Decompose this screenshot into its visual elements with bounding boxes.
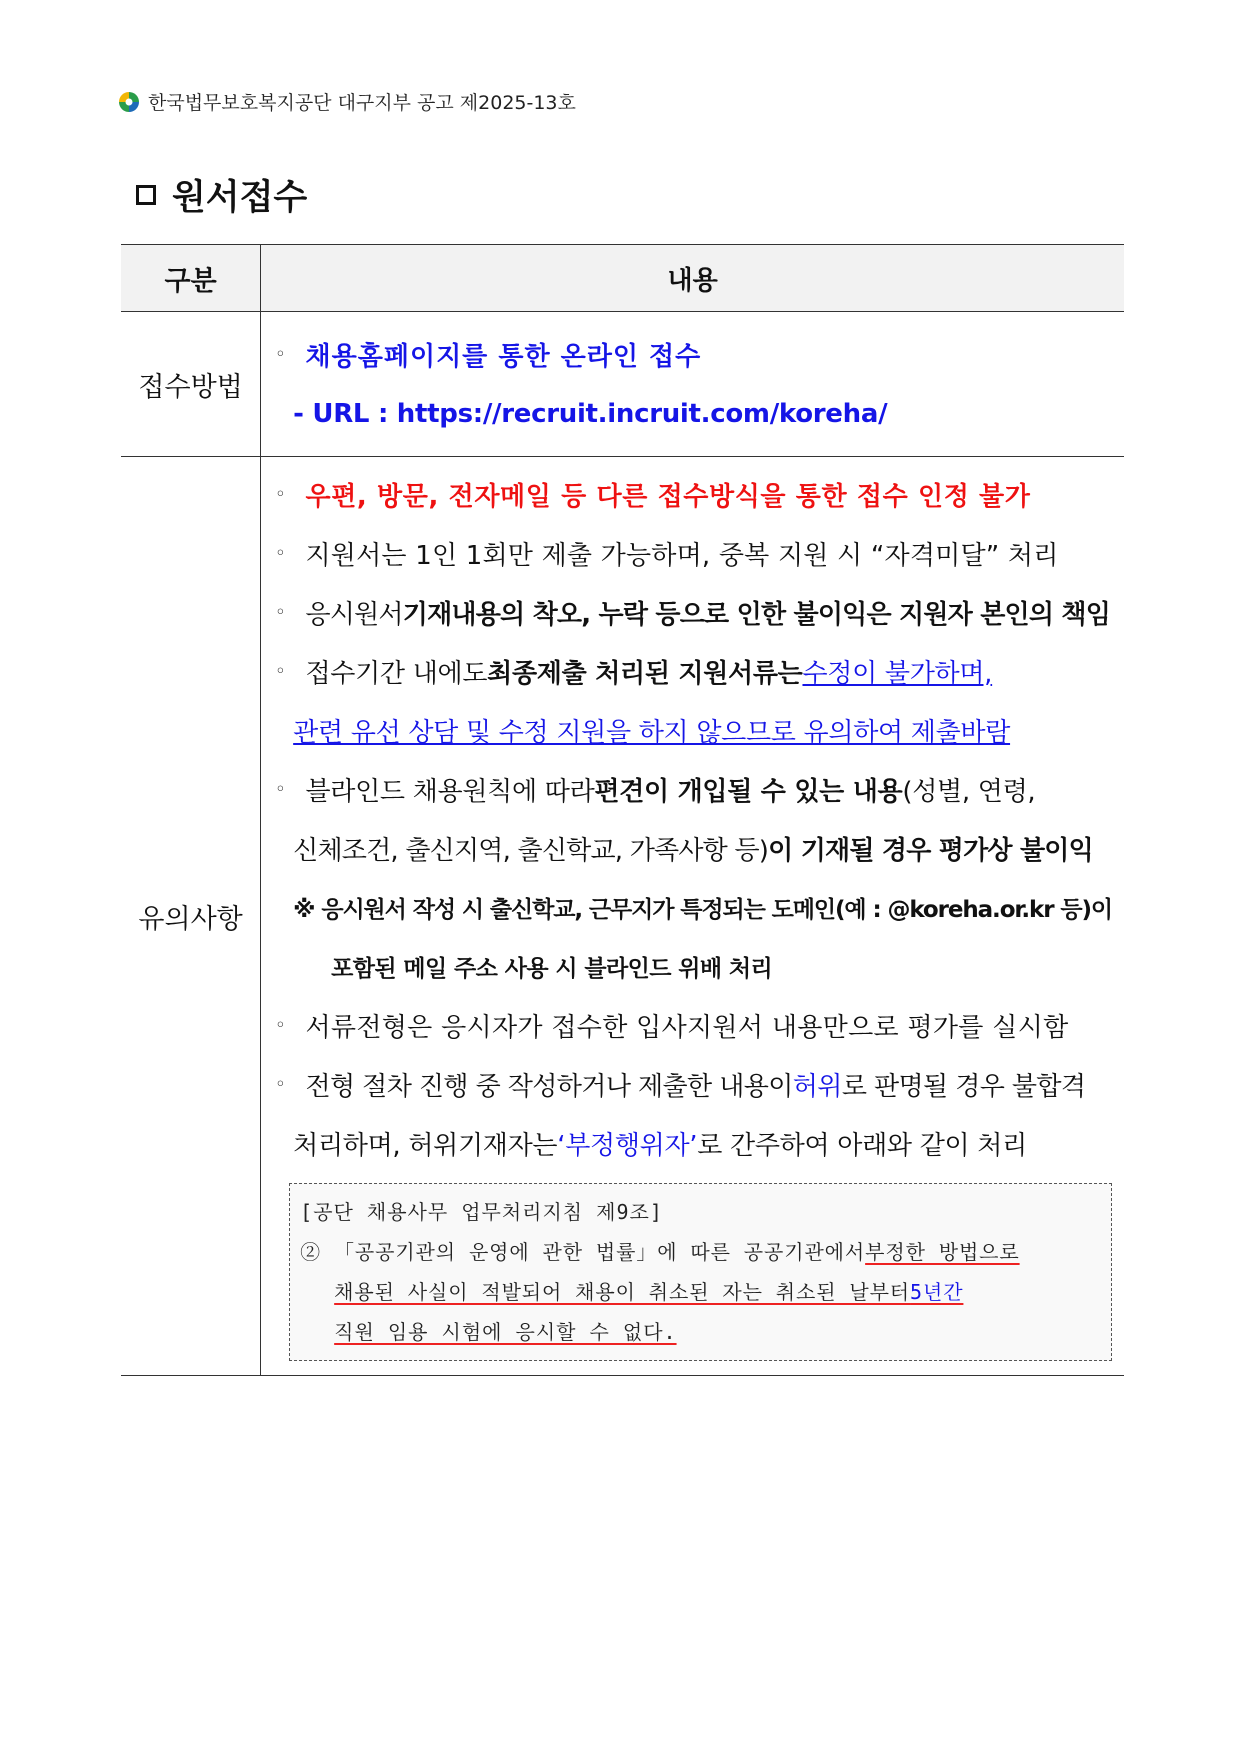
list-item <box>275 937 1112 996</box>
quote-text-underlined: 부정한 방법으로 <box>865 1239 1020 1264</box>
square-bullet-icon <box>136 185 156 205</box>
recruit-url-link[interactable]: - URL : https://recruit.incruit.com/koreha/ <box>293 398 888 429</box>
quote-line <box>300 1270 1101 1310</box>
list-item <box>275 1055 1112 1114</box>
note-text-blue: ‘부정행위자’ <box>557 1131 698 1161</box>
quote-text-underlined: 직원 임용 시험에 응시할 수 없다. <box>334 1319 677 1344</box>
row-content-method <box>261 312 1124 457</box>
row-label-method: 접수방법 <box>121 312 261 457</box>
list-item <box>275 1114 1112 1173</box>
bullet-icon: ◦ <box>275 543 286 564</box>
note-text-underlined: 수정이 불가하며, <box>802 659 993 689</box>
note-text-bold: 포함된 메일 주소 사용 시 블라인드 위배 처리 <box>331 956 773 982</box>
note-text: 처리하며, 허위기재자는 <box>293 1131 558 1161</box>
quote-line <box>300 1310 1101 1350</box>
note-text-bold: 이 기재될 경우 평가상 불이익 <box>768 836 1093 866</box>
note-text: 로 판명될 경우 불합격 <box>841 1072 1086 1102</box>
list-item <box>275 701 1112 760</box>
note-text-underlined: 관련 유선 상담 및 수정 지원을 하지 않으므로 유의하여 제출바람 <box>293 718 1011 748</box>
bullet-icon: ◦ <box>275 484 286 505</box>
note-text-bold: 기재내용의 착오, 누락 등으로 인한 불이익은 지원자 본인의 책임 <box>402 600 1111 630</box>
bullet-icon: ◦ <box>275 344 286 365</box>
bullet-icon: ◦ <box>275 779 286 800</box>
bullet-icon: ◦ <box>275 1015 286 1036</box>
bullet-icon: ◦ <box>275 661 286 682</box>
list-item <box>275 325 1112 384</box>
section-title <box>136 170 307 220</box>
note-text-blue: 허위 <box>792 1072 842 1102</box>
note-text: 우편, 방문, 전자메일 등 다른 접수방식을 통한 접수 인정 불가 <box>305 482 1031 512</box>
note-text: (성별, 연령, <box>902 777 1036 807</box>
note-text-bold: 편견이 개입될 수 있는 내용 <box>594 777 903 807</box>
list-item <box>275 524 1112 583</box>
col-header-category: 구분 <box>121 245 261 312</box>
list-item <box>275 465 1112 524</box>
quote-text-underlined: 채용된 사실이 적발되어 채용이 취소된 자는 취소된 날부터 <box>334 1279 911 1304</box>
note-text: 전형 절차 진행 중 작성하거나 제출한 내용이 <box>305 1072 793 1102</box>
list-item <box>275 760 1112 819</box>
note-text: 서류전형은 응시자가 접수한 입사지원서 내용만으로 평가를 실시함 <box>305 1013 1069 1043</box>
list-item <box>275 384 1112 443</box>
table-header-row <box>121 245 1124 312</box>
list-item <box>275 583 1112 642</box>
header-text: 한국법무보호복지공단 대구지부 공고 제2025-13호 <box>148 92 576 114</box>
list-item <box>275 878 1112 937</box>
regulation-quote-box <box>289 1183 1112 1361</box>
col-header-content: 내용 <box>261 245 1124 312</box>
note-text: 로 간주하여 아래와 같이 처리 <box>697 1131 1027 1161</box>
koreha-logo-icon <box>118 91 140 113</box>
list-item <box>275 819 1112 878</box>
online-apply-text: 채용홈페이지를 통한 온라인 접수 <box>305 342 702 372</box>
row-content-notes <box>261 457 1124 1376</box>
application-table <box>121 244 1124 1376</box>
quote-text: ② 「공공기관의 운영에 관한 법률」에 따른 공공기관에서 <box>300 1239 866 1264</box>
bullet-icon: ◦ <box>275 1074 286 1095</box>
list-item <box>275 642 1112 701</box>
quote-text-blue: 5년간 <box>910 1279 964 1304</box>
note-text: 신체조건, 출신지역, 출신학교, 가족사항 등) <box>293 836 769 866</box>
note-text: 접수기간 내에도 <box>305 659 488 689</box>
section-title-text: 원서접수 <box>172 178 308 218</box>
announcement-header <box>118 88 576 115</box>
bullet-icon: ◦ <box>275 602 286 623</box>
note-text-bold: 최종제출 처리된 지원서류는 <box>487 659 803 689</box>
note-text: 블라인드 채용원칙에 따라 <box>305 777 595 807</box>
row-label-notes: 유의사항 <box>121 457 261 1376</box>
quote-line <box>300 1230 1101 1270</box>
table-row-method <box>121 312 1124 457</box>
quote-title: [공단 채용사무 업무처리지침 제9조] <box>300 1199 663 1224</box>
note-text: 응시원서 <box>305 600 403 630</box>
list-item <box>275 996 1112 1055</box>
note-text-bold: ※ 응시원서 작성 시 출신학교, 근무지가 특정되는 도메인(예 : @koreha.or.kr 등)이 <box>293 897 1112 923</box>
table-row-notes <box>121 457 1124 1376</box>
note-text: 지원서는 1인 1회만 제출 가능하며, 중복 지원 시 “자격미달” 처리 <box>305 541 1059 571</box>
